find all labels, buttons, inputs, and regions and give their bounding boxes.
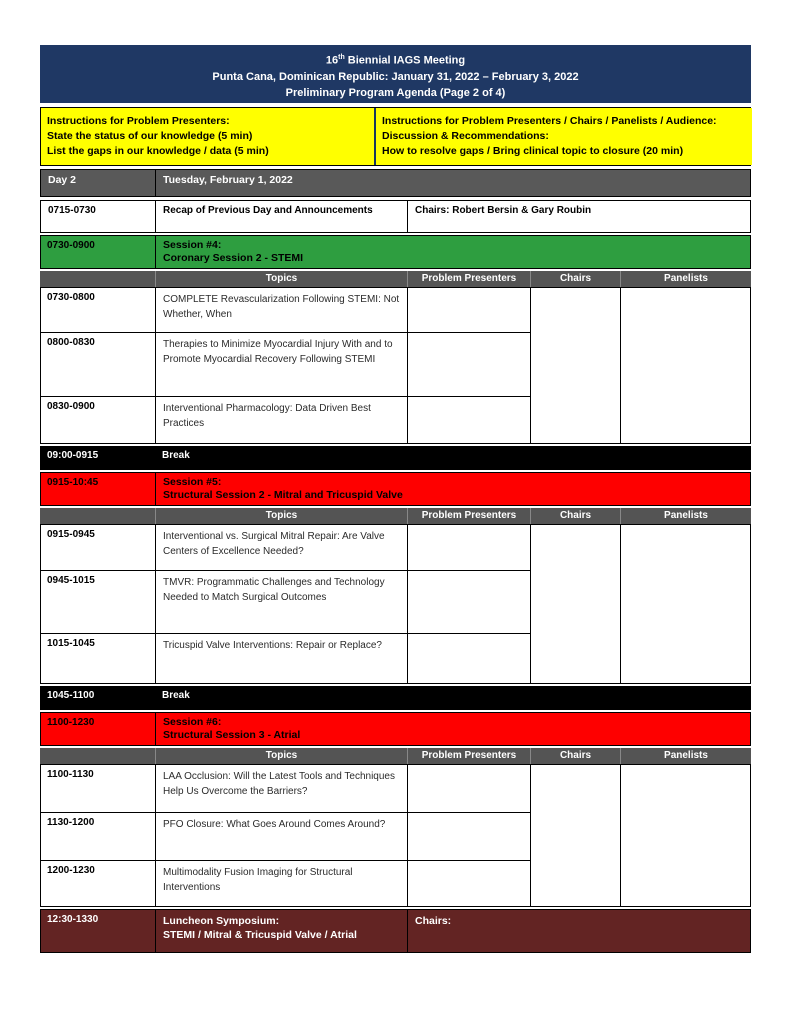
row-panelists-cell <box>620 333 751 397</box>
col-panelists: Panelists <box>620 748 751 764</box>
row-problem-presenter-cell <box>407 634 530 684</box>
row-chairs-cell <box>530 525 620 571</box>
row-panelists-cell <box>620 813 751 861</box>
break-row <box>40 446 751 470</box>
row-time: 1100-1130 <box>40 765 155 813</box>
instructions-presenters: Instructions for Problem Presenters: State the status of our knowledge (5 min) List the gaps in our knowledge / data (5 min) <box>41 108 376 165</box>
row-problem-presenter-cell <box>407 813 530 861</box>
row-panelists-cell <box>620 861 751 907</box>
day-label: Day 2 <box>41 170 156 196</box>
recap-row <box>40 200 751 233</box>
col-problem-presenters: Problem Presenters <box>407 508 530 524</box>
break-label: Break <box>162 690 190 701</box>
recap-chairs: Chairs: Robert Bersin & Gary Roubin <box>415 205 592 216</box>
row-topic: Multimodality Fusion Imaging for Structural Interventions <box>155 861 407 907</box>
col-topics: Topics <box>155 271 407 287</box>
session-5-time: 0915-10:45 <box>41 473 156 505</box>
session-6-band <box>40 712 751 746</box>
col-panelists: Panelists <box>620 271 751 287</box>
agenda-row <box>40 525 751 571</box>
luncheon-chairs: Chairs: <box>415 915 452 927</box>
row-problem-presenter-cell <box>407 333 530 397</box>
break-time: 1045-1100 <box>47 690 95 701</box>
session-6-title: Session #6: Structural Session 3 - Atrial <box>163 716 301 741</box>
row-panelists-cell <box>620 634 751 684</box>
col-time <box>40 271 155 287</box>
day-header-row <box>40 169 751 197</box>
col-time <box>40 508 155 524</box>
row-chairs-cell <box>530 861 620 907</box>
agenda-row <box>40 333 751 397</box>
program-agenda-page <box>40 45 751 953</box>
row-panelists-cell <box>620 288 751 333</box>
agenda-row <box>40 861 751 907</box>
column-header-row <box>40 271 751 288</box>
session-4-time: 0730-0900 <box>41 236 156 268</box>
day-date: Tuesday, February 1, 2022 <box>163 174 293 186</box>
break-row <box>40 686 751 710</box>
row-panelists-cell <box>620 525 751 571</box>
row-problem-presenter-cell <box>407 765 530 813</box>
instructions-audience: Instructions for Problem Presenters / Chairs / Panelists / Audience: Discussion & Recommendations: How to resolve gaps / Bring clinical topic to closure (20 min) <box>376 108 752 165</box>
row-topic: PFO Closure: What Goes Around Comes Around? <box>155 813 407 861</box>
row-topic: LAA Occlusion: Will the Latest Tools and Techniques Help Us Overcome the Barriers? <box>155 765 407 813</box>
row-chairs-cell <box>530 813 620 861</box>
row-chairs-cell <box>530 397 620 444</box>
luncheon-title: Luncheon Symposium: STEMI / Mitral & Tricuspid Valve / Atrial <box>156 910 408 952</box>
row-chairs-cell <box>530 333 620 397</box>
row-chairs-cell <box>530 571 620 634</box>
agenda-row <box>40 813 751 861</box>
session-5-band <box>40 472 751 506</box>
row-topic: TMVR: Programmatic Challenges and Technology Needed to Match Surgical Outcomes <box>155 571 407 634</box>
column-header-row <box>40 748 751 765</box>
row-time: 1015-1045 <box>40 634 155 684</box>
document-title-block <box>40 45 751 103</box>
col-time <box>40 748 155 764</box>
row-time: 1200-1230 <box>40 861 155 907</box>
row-time: 0800-0830 <box>40 333 155 397</box>
row-problem-presenter-cell <box>407 525 530 571</box>
break-label: Break <box>162 450 190 461</box>
col-problem-presenters: Problem Presenters <box>407 748 530 764</box>
row-topic: COMPLETE Revascularization Following STEMI: Not Whether, When <box>155 288 407 333</box>
row-time: 0730-0800 <box>40 288 155 333</box>
row-problem-presenter-cell <box>407 288 530 333</box>
row-topic: Tricuspid Valve Interventions: Repair or Replace? <box>155 634 407 684</box>
col-chairs: Chairs <box>530 508 620 524</box>
session-6-time: 1100-1230 <box>41 713 156 745</box>
row-topic: Interventional vs. Surgical Mitral Repair: Are Valve Centers of Excellence Needed? <box>155 525 407 571</box>
luncheon-time: 12:30-1330 <box>41 910 156 952</box>
meeting-location-dates: Punta Cana, Dominican Republic: January 31, 2022 – February 3, 2022 <box>212 70 579 83</box>
row-topic: Therapies to Minimize Myocardial Injury With and to Promote Myocardial Recovery Following STEMI <box>155 333 407 397</box>
col-chairs: Chairs <box>530 271 620 287</box>
col-topics: Topics <box>155 748 407 764</box>
col-panelists: Panelists <box>620 508 751 524</box>
agenda-page-label: Preliminary Program Agenda (Page 2 of 4) <box>285 86 506 99</box>
agenda-row <box>40 571 751 634</box>
col-problem-presenters: Problem Presenters <box>407 271 530 287</box>
meeting-title: 16th Biennial IAGS Meeting <box>325 54 466 67</box>
row-time: 0830-0900 <box>40 397 155 444</box>
agenda-row <box>40 397 751 444</box>
row-panelists-cell <box>620 397 751 444</box>
col-chairs: Chairs <box>530 748 620 764</box>
row-problem-presenter-cell <box>407 397 530 444</box>
break-time: 09:00-0915 <box>47 450 99 461</box>
column-header-row <box>40 508 751 525</box>
row-time: 1130-1200 <box>40 813 155 861</box>
agenda-row <box>40 634 751 684</box>
row-panelists-cell <box>620 765 751 813</box>
row-problem-presenter-cell <box>407 861 530 907</box>
recap-time: 0715-0730 <box>41 201 156 232</box>
row-problem-presenter-cell <box>407 571 530 634</box>
row-chairs-cell <box>530 634 620 684</box>
luncheon-row <box>40 909 751 953</box>
row-chairs-cell <box>530 288 620 333</box>
session-5-title: Session #5: Structural Session 2 - Mitral and Tricuspid Valve <box>163 476 403 501</box>
agenda-row <box>40 288 751 333</box>
row-time: 0915-0945 <box>40 525 155 571</box>
agenda-row <box>40 765 751 813</box>
row-panelists-cell <box>620 571 751 634</box>
recap-title: Recap of Previous Day and Announcements <box>156 201 408 232</box>
session-4-band <box>40 235 751 269</box>
row-topic: Interventional Pharmacology: Data Driven Best Practices <box>155 397 407 444</box>
instructions-block <box>40 107 751 166</box>
col-topics: Topics <box>155 508 407 524</box>
row-time: 0945-1015 <box>40 571 155 634</box>
session-4-title: Session #4: Coronary Session 2 - STEMI <box>163 239 304 264</box>
row-chairs-cell <box>530 765 620 813</box>
